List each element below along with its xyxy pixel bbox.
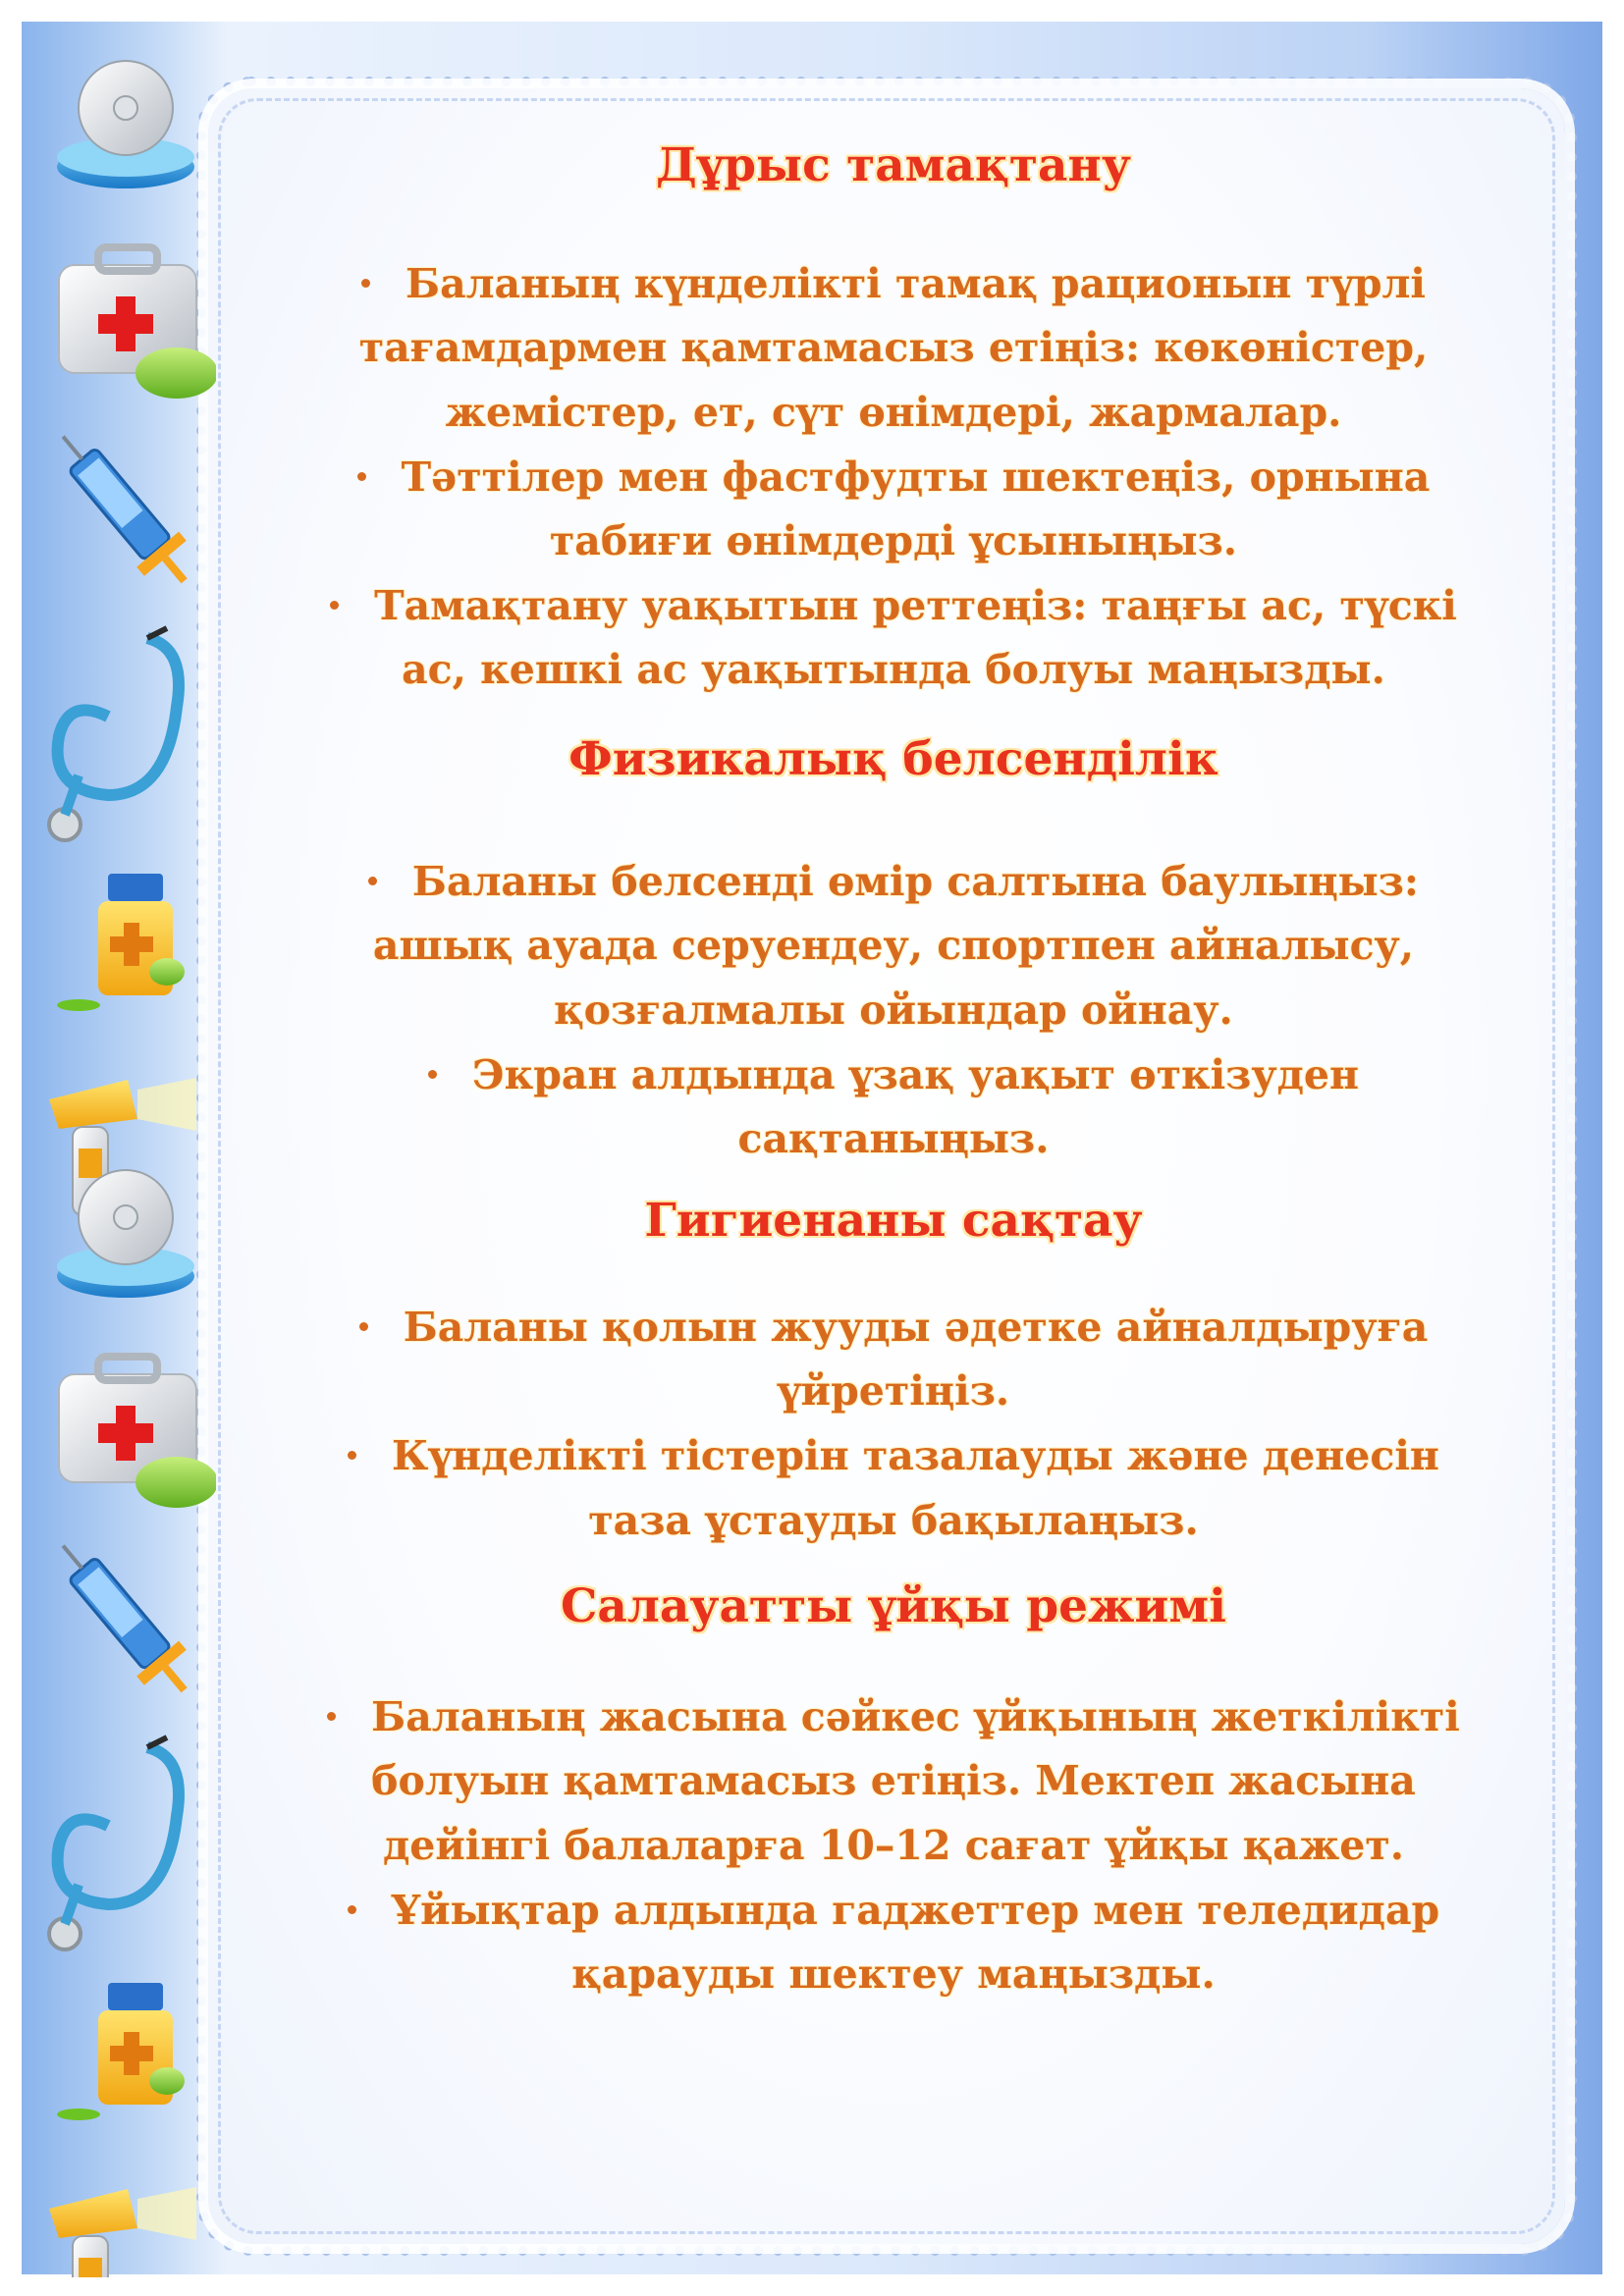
bullet-dot bbox=[428, 1070, 437, 1079]
list-item bbox=[314, 446, 1473, 574]
list-item bbox=[314, 1685, 1473, 1879]
list-item-text: Тәттілер мен фастфудты шектеңіз, орнына табиғи өнімдерді ұсыныңыз. bbox=[401, 453, 1431, 565]
list-item-text: Экран алдында ұзақ уақыт өткізуден сақтаныңыз. bbox=[471, 1050, 1360, 1163]
list-item-text: Күнделікті тістерін тазалауды және денесін таза ұстауды бақылаңыз. bbox=[392, 1431, 1439, 1544]
list-item bbox=[314, 574, 1473, 703]
bullet-dot bbox=[357, 472, 366, 481]
section-title: Гигиенаны сақтау bbox=[644, 1194, 1143, 1248]
list-item bbox=[314, 850, 1473, 1043]
list-item bbox=[314, 1296, 1473, 1424]
bullet-dot bbox=[361, 279, 370, 288]
list-item-text: Тамақтану уақытын реттеңіз: таңғы ас, түскі ас, кешкі ас уақытында болуы маңызды. bbox=[374, 581, 1457, 694]
bullet-dot bbox=[330, 601, 339, 610]
bullet-dot bbox=[359, 1322, 368, 1331]
bullet-dot bbox=[368, 877, 377, 885]
bullet-list bbox=[314, 850, 1473, 1172]
bullet-dot bbox=[348, 1905, 356, 1914]
medical-icons-strip bbox=[39, 59, 216, 2277]
section-nutrition bbox=[314, 137, 1473, 703]
bullet-dot bbox=[348, 1451, 356, 1460]
section-title: Физикалық белсенділік bbox=[568, 732, 1218, 786]
list-item bbox=[314, 1879, 1473, 2007]
section-sleep bbox=[314, 1578, 1473, 2007]
bullet-list bbox=[314, 252, 1473, 703]
section-title: Дұрыс тамақтану bbox=[656, 138, 1131, 192]
list-item bbox=[314, 1043, 1473, 1172]
list-item-text: Баланың жасына сәйкес ұйқының жеткілікті болуын қамтамасыз етіңіз. Мектеп жасына дейінгі балаларға 10–12 сағат ұйқы қажет. bbox=[371, 1692, 1460, 1869]
section-hygiene bbox=[314, 1193, 1473, 1553]
bullet-dot bbox=[327, 1712, 336, 1721]
bullet-list bbox=[314, 1296, 1473, 1553]
list-item-text: Баланың күнделікті тамақ рационын түрлі тағамдармен қамтамасыз етіңіз: көкөністер, жемістер, ет, сүт өнімдері, жармалар. bbox=[358, 259, 1429, 436]
list-item-text: Баланы белсенді өмір салтына баулыңыз: ашық ауада серуендеу, спортпен айналысу, қозғалмалы ойындар ойнау. bbox=[372, 857, 1420, 1034]
list-item-text: Ұйықтар алдында гаджеттер мен теледидар қарауды шектеу маңызды. bbox=[391, 1886, 1440, 1999]
section-physical-activity bbox=[314, 731, 1473, 1172]
decor-icon-column bbox=[39, 59, 216, 2277]
list-item bbox=[314, 252, 1473, 446]
section-title: Салауатты ұйқы режимі bbox=[560, 1579, 1227, 1633]
list-item bbox=[314, 1424, 1473, 1553]
list-item-text: Баланы қолын жууды әдетке айналдыруға үйретіңіз. bbox=[403, 1303, 1429, 1415]
bullet-list bbox=[314, 1685, 1473, 2007]
